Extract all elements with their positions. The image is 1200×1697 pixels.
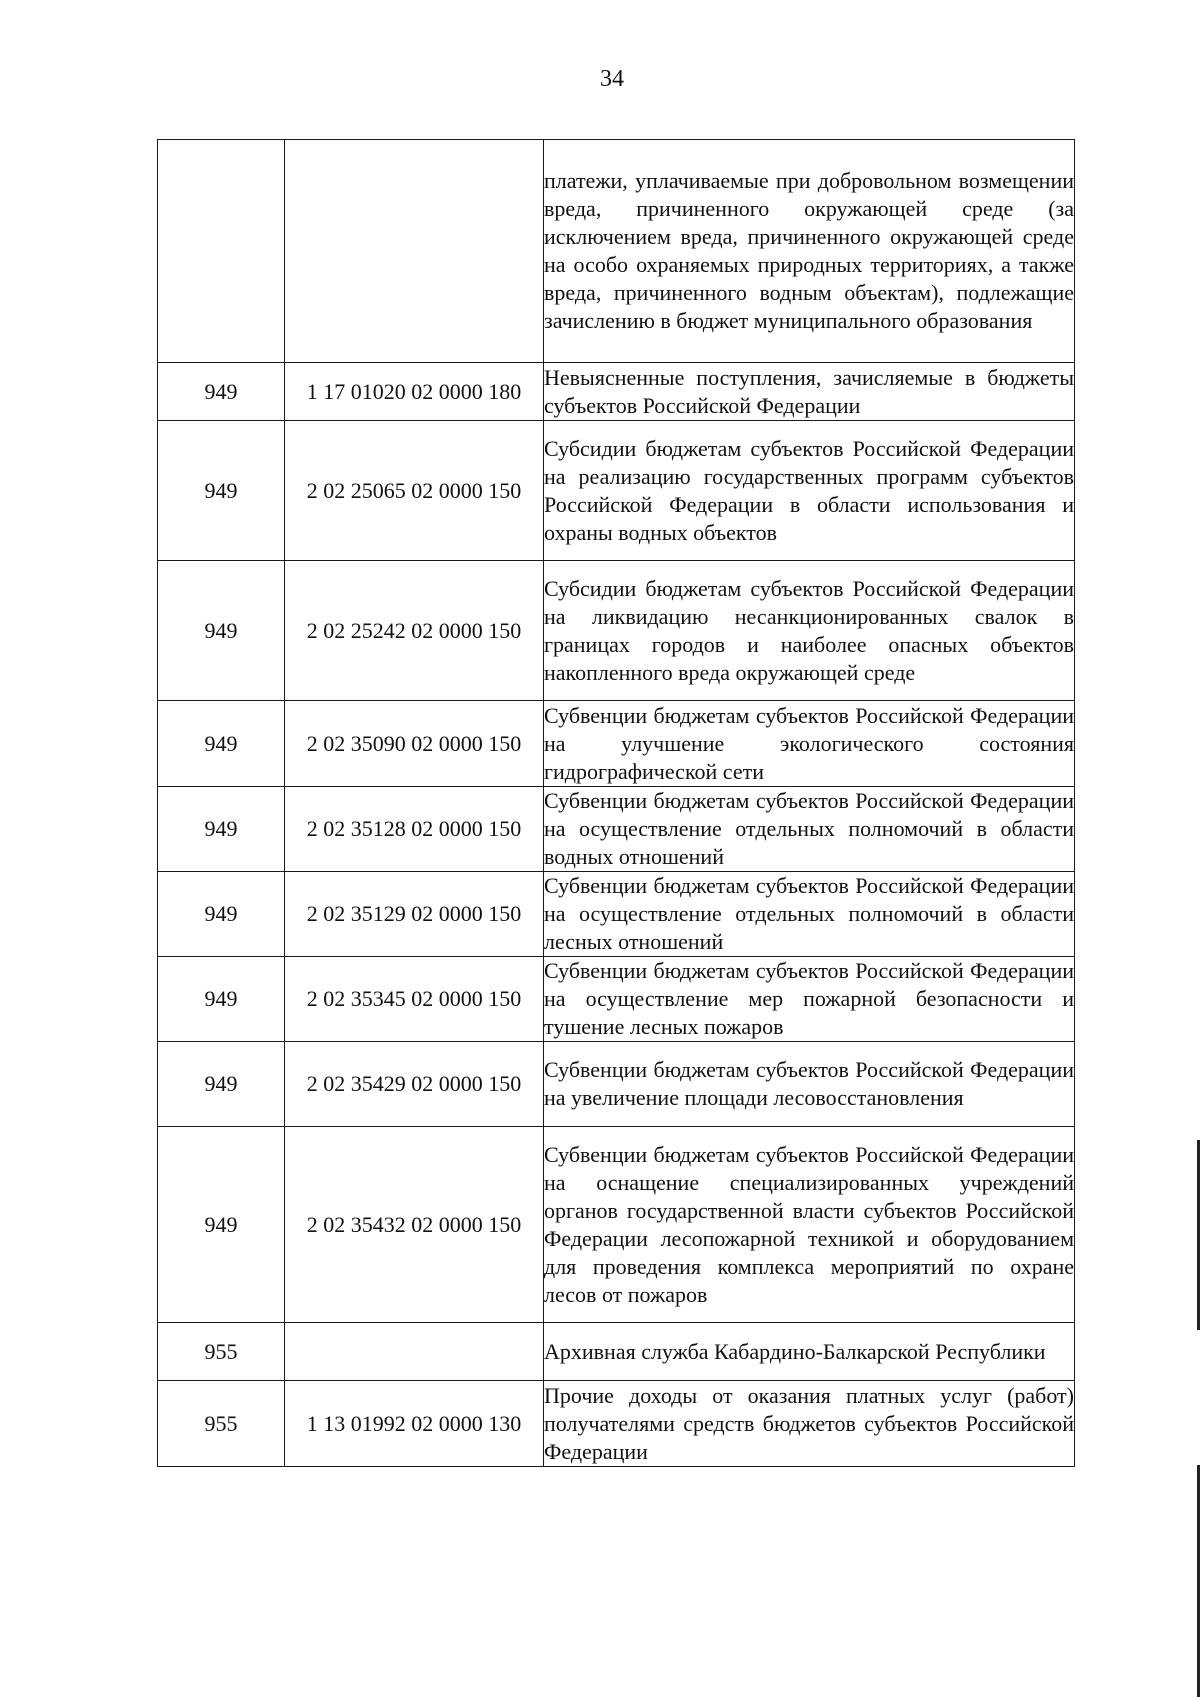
revenue-code-cell bbox=[285, 140, 544, 363]
table-row bbox=[158, 787, 1075, 872]
admin-code-cell: 949 bbox=[158, 1127, 285, 1323]
admin-code-cell: 955 bbox=[158, 1381, 285, 1467]
revenue-code-cell: 2 02 35429 02 0000 150 bbox=[285, 1042, 544, 1127]
revenue-code-cell: 2 02 35129 02 0000 150 bbox=[285, 872, 544, 957]
admin-code-cell: 949 bbox=[158, 957, 285, 1042]
table-row bbox=[158, 957, 1075, 1042]
table-row bbox=[158, 1042, 1075, 1127]
revenue-codes-table bbox=[157, 139, 1075, 1467]
table-row bbox=[158, 701, 1075, 787]
revenue-name-cell: платежи, уплачиваемые при добровольном возмещении вреда, причиненного окружающей среде (за исключением вреда, причиненного окружающей среде на особо охраняемых природных территориях, а также вреда, причиненного водным объектам), подлежащие зачислению в бюджет муниципального образования bbox=[544, 140, 1075, 363]
revenue-name-cell: Прочие доходы от оказания платных услуг (работ) получателями средств бюджетов субъектов Российской Федерации bbox=[544, 1381, 1075, 1467]
revenue-code-cell: 1 13 01992 02 0000 130 bbox=[285, 1381, 544, 1467]
admin-code-cell: 949 bbox=[158, 421, 285, 561]
admin-code-cell: 949 bbox=[158, 363, 285, 421]
revenue-code-cell: 2 02 35128 02 0000 150 bbox=[285, 787, 544, 872]
admin-code-cell: 949 bbox=[158, 787, 285, 872]
revenue-code-cell: 2 02 35432 02 0000 150 bbox=[285, 1127, 544, 1323]
admin-code-cell: 949 bbox=[158, 1042, 285, 1127]
revenue-code-cell: 2 02 25065 02 0000 150 bbox=[285, 421, 544, 561]
revenue-name-cell: Субсидии бюджетам субъектов Российской Федерации на ликвидацию несанкционированных свалок в границах городов и наиболее опасных объектов накопленного вреда окружающей среде bbox=[544, 561, 1075, 701]
revenue-name-cell: Субвенции бюджетам субъектов Российской Федерации на осуществление мер пожарной безопасности и тушение лесных пожаров bbox=[544, 957, 1075, 1042]
table-row bbox=[158, 421, 1075, 561]
page-number: 34 bbox=[600, 66, 624, 92]
revenue-name-cell: Невыясненные поступления, зачисляемые в бюджеты субъектов Российской Федерации bbox=[544, 363, 1075, 421]
revenue-name-cell: Субвенции бюджетам субъектов Российской Федерации на увеличение площади лесовосстановления bbox=[544, 1042, 1075, 1127]
admin-code-cell: 949 bbox=[158, 872, 285, 957]
revenue-code-cell: 2 02 25242 02 0000 150 bbox=[285, 561, 544, 701]
revenue-code-cell bbox=[285, 1323, 544, 1381]
revenue-code-cell: 2 02 35090 02 0000 150 bbox=[285, 701, 544, 787]
table-row bbox=[158, 1381, 1075, 1467]
admin-code-cell: 955 bbox=[158, 1323, 285, 1381]
revenue-name-cell: Субвенции бюджетам субъектов Российской Федерации на оснащение специализированных учреждений органов государственной власти субъектов Российской Федерации лесопожарной техникой и оборудованием для проведения комплекса мероприятий по охране лесов от пожаров bbox=[544, 1127, 1075, 1323]
revenue-name-cell: Субвенции бюджетам субъектов Российской Федерации на осуществление отдельных полномочий в области лесных отношений bbox=[544, 872, 1075, 957]
table-row bbox=[158, 140, 1075, 363]
admin-code-cell: 949 bbox=[158, 561, 285, 701]
revenue-name-cell: Субсидии бюджетам субъектов Российской Федерации на реализацию государственных программ субъектов Российской Федерации в области использования и охраны водных объектов bbox=[544, 421, 1075, 561]
revenue-code-cell: 2 02 35345 02 0000 150 bbox=[285, 957, 544, 1042]
table-row bbox=[158, 1127, 1075, 1323]
table-row bbox=[158, 561, 1075, 701]
revenue-name-cell: Субвенции бюджетам субъектов Российской Федерации на осуществление отдельных полномочий в области водных отношений bbox=[544, 787, 1075, 872]
admin-code-cell: 949 bbox=[158, 701, 285, 787]
revenue-name-cell: Архивная служба Кабардино-Балкарской Республики bbox=[544, 1323, 1075, 1381]
table-row bbox=[158, 1323, 1075, 1381]
table-row bbox=[158, 363, 1075, 421]
revenue-code-cell: 1 17 01020 02 0000 180 bbox=[285, 363, 544, 421]
table-row bbox=[158, 872, 1075, 957]
admin-code-cell bbox=[158, 140, 285, 363]
revenue-name-cell: Субвенции бюджетам субъектов Российской Федерации на улучшение экологического состояния гидрографической сети bbox=[544, 701, 1075, 787]
